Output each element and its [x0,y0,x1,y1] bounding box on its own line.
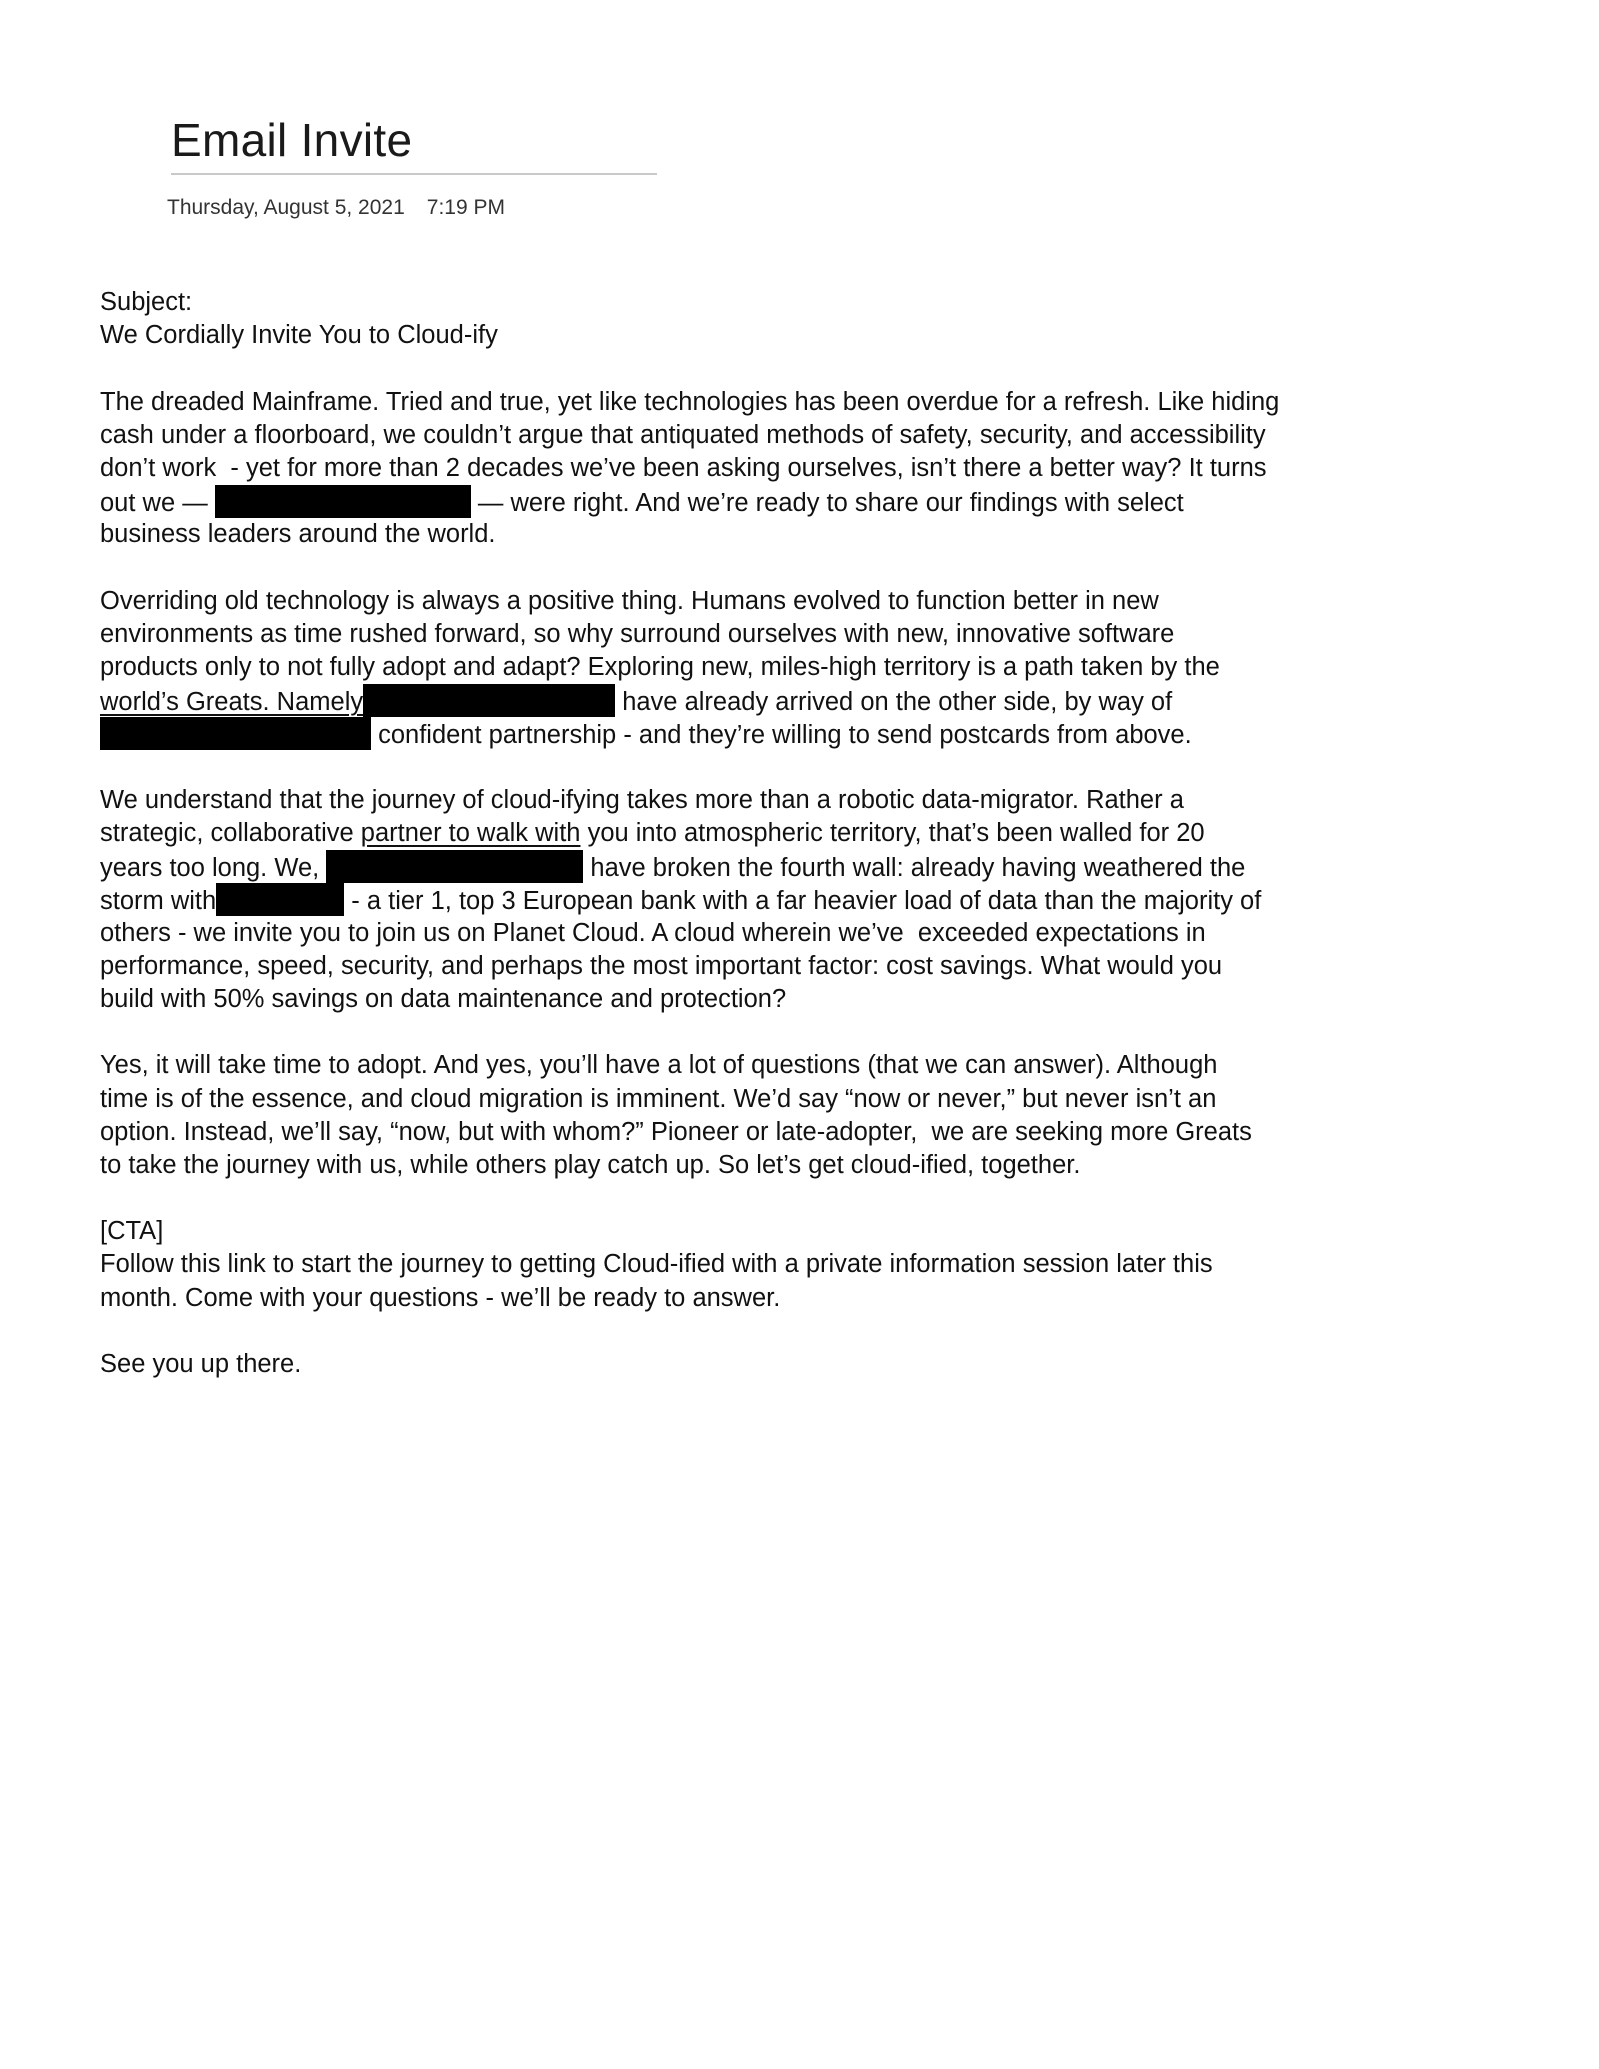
paragraph-2 [100,585,1340,751]
cta-line: month. Come with your questions - we’ll be ready to answer. [100,1283,781,1312]
paragraph-line: time is of the essence, and cloud migration is imminent. We’d say “now or never,” but never isn’t an [100,1084,1217,1113]
paragraph-line: strategic, collaborative partner to walk with you into atmospheric territory, that’s been walled for 20 [100,819,1205,847]
title-divider [171,173,657,175]
document-time: 7:19 PM [426,196,505,219]
paragraph-line: business leaders around the world. [100,520,496,549]
redaction-block [215,485,471,518]
paragraph-line: option. Instead, we’ll say, “now, but with whom?” Pioneer or late-adopter, we are seeking more Greats [100,1117,1252,1146]
paragraph-line: years too long. We, have broken the fourth wall: already having weathered the [100,850,1340,883]
paragraph-line: environments as time rushed forward, so why surround ourselves with new, innovative software [100,619,1175,648]
subject-label: Subject: [100,288,193,316]
subject-line: We Cordially Invite You to Cloud-ify [100,321,498,350]
paragraph-line: Overriding old technology is always a positive thing. Humans evolved to function better in new [100,586,1159,615]
paragraph-4 [100,1049,1340,1182]
document-datetime [167,195,505,221]
paragraph-line: others - we invite you to join us on Planet Cloud. A cloud wherein we’ve exceeded expectations in [100,918,1206,947]
paragraph-line: Yes, it will take time to adopt. And yes, you’ll have a lot of questions (that we can answer). Although [100,1051,1218,1080]
paragraph-line: storm with - a tier 1, top 3 European bank with a far heavier load of data than the majority of [100,883,1340,916]
cta-label: [CTA] [100,1217,164,1246]
redaction-block [100,717,371,750]
paragraph-line: confident partnership - and they’re willing to send postcards from above. [100,717,1340,750]
paragraph-line: world’s Greats. Namely have already arrived on the other side, by way of [100,684,1340,717]
document-date: Thursday, August 5, 2021 [167,196,405,219]
paragraph-line: don’t work - yet for more than 2 decades we’ve been asking ourselves, isn’t there a better way? It turns [100,453,1267,482]
cta-section [100,1215,1340,1315]
paragraph-line: to take the journey with us, while others play catch up. So let’s get cloud-ified, together. [100,1150,1081,1179]
paragraph-line: products only to not fully adopt and adapt? Exploring new, miles-high territory is a path taken by the [100,653,1220,682]
paragraph-line: The dreaded Mainframe. Tried and true, yet like technologies has been overdue for a refresh. Like hiding [100,387,1280,416]
paragraph-line: We understand that the journey of cloud-ifying takes more than a robotic data-migrator. Rather a [100,785,1184,814]
page-title: Email Invite [171,114,413,166]
paragraph-line: out we — — were right. And we’re ready to share our findings with select [100,485,1340,518]
paragraph-line: cash under a floorboard, we couldn’t argue that antiquated methods of safety, security, and accessibility [100,420,1266,449]
closing-line: See you up there. [100,1350,302,1378]
paragraph-3 [100,784,1340,1016]
redaction-block [363,684,615,717]
redaction-block [216,883,344,916]
cta-line: Follow this link to start the journey to getting Cloud-ified with a private information session later this [100,1250,1213,1279]
paragraph-line: performance, speed, security, and perhaps the most important factor: cost savings. What would you [100,951,1223,980]
paragraph-1 [100,386,1340,552]
redaction-block [326,850,583,883]
paragraph-line: build with 50% savings on data maintenance and protection? [100,984,787,1013]
email-body [100,286,1340,1381]
